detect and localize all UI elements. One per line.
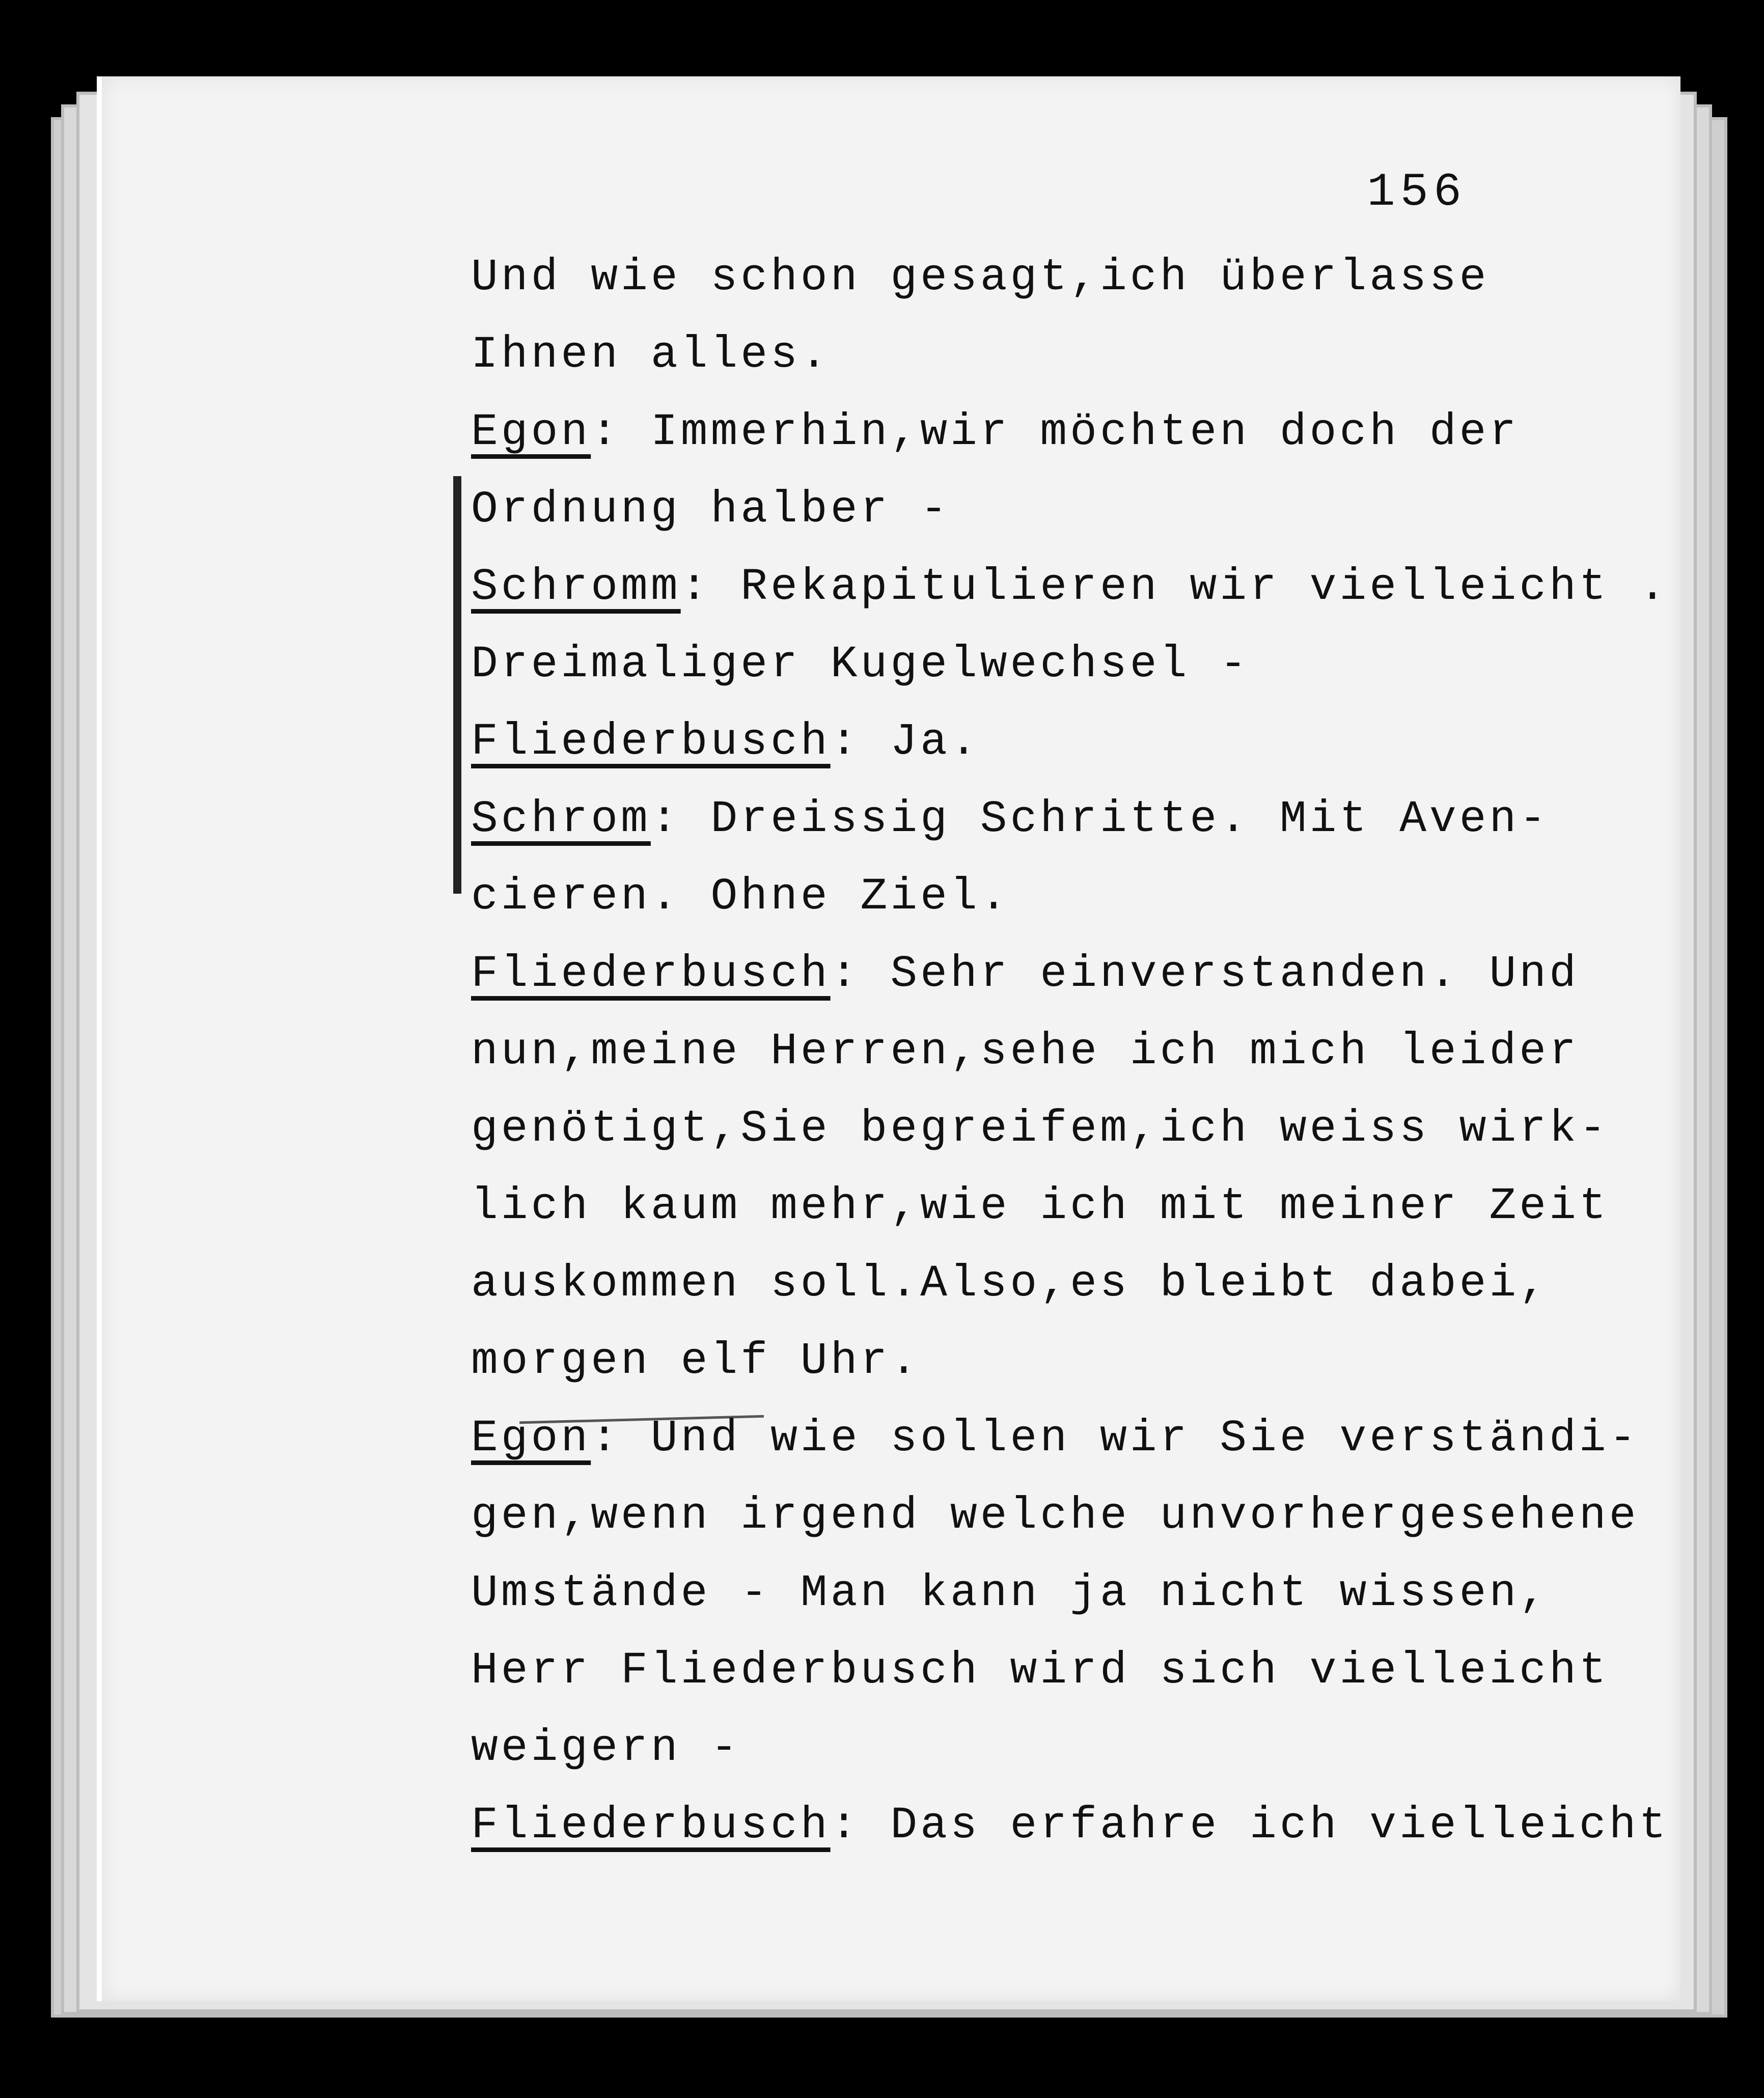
speaker-name: Egon	[471, 407, 591, 458]
text-line	[471, 1246, 1607, 1323]
text-line	[471, 936, 1607, 1013]
speaker-name: Schrom	[471, 794, 651, 845]
line-text: Umstände - Man kann ja nicht wissen,	[471, 1568, 1550, 1619]
line-text: lich kaum mehr,wie ich mit meiner Zeit	[471, 1181, 1609, 1232]
line-text: : Dreissig Schritte. Mit Aven-	[650, 794, 1550, 845]
speaker-name: Egon	[471, 1414, 591, 1464]
line-text: cieren. Ohne Ziel.	[471, 872, 1010, 922]
text-line	[471, 1787, 1669, 1865]
line-text: : Immerhin,wir möchten doch der	[591, 407, 1520, 458]
line-text: Dreimaliger Kugelwechsel -	[471, 640, 1250, 690]
text-line	[471, 1478, 1639, 1555]
text-line	[471, 1400, 1639, 1478]
line-text: : Rekapitulieren wir vielleicht .	[680, 562, 1669, 613]
text-line	[471, 1323, 1607, 1400]
line-text: : Das erfahre ich vielleicht	[830, 1801, 1669, 1851]
text-line	[471, 1633, 1607, 1710]
text-line	[471, 1091, 1607, 1168]
text-line	[471, 1555, 1607, 1633]
speaker-name: Fliederbusch	[471, 717, 831, 767]
speaker-name: Schromm	[471, 562, 681, 613]
margin-pencil-line	[453, 476, 461, 894]
text-line	[471, 781, 1607, 859]
line-text: nun,meine Herren,sehe ich mich leider	[471, 1027, 1579, 1077]
text-line	[471, 239, 1607, 317]
text-line	[471, 1710, 1607, 1787]
line-text: : Und wie sollen wir Sie verständi-	[591, 1414, 1639, 1464]
text-line	[471, 472, 1607, 549]
line-text: weigern -	[471, 1723, 741, 1774]
line-text: : Ja.	[830, 717, 980, 767]
line-text: Und wie schon gesagt,ich überlasse	[471, 253, 1490, 303]
text-line	[471, 1013, 1607, 1091]
line-text: genötigt,Sie begreifem,ich weiss wirk-	[471, 1104, 1609, 1154]
text-line	[471, 394, 1607, 472]
line-text: : Sehr einverstanden. Und	[830, 949, 1579, 1000]
text-line	[471, 704, 1607, 781]
line-text: auskommen soll.Also,es bleibt dabei,	[471, 1259, 1550, 1309]
dialogue-text	[471, 239, 1669, 1865]
line-text: Ordnung halber -	[471, 485, 950, 535]
line-text: gen,wenn irgend welche unvorhergesehene	[471, 1491, 1639, 1541]
text-line	[471, 317, 1607, 394]
text-line	[471, 1168, 1607, 1246]
line-text: Herr Fliederbusch wird sich vielleicht	[471, 1646, 1609, 1696]
page-number: 156	[1367, 165, 1467, 219]
text-line	[471, 549, 1669, 626]
line-text: Ihnen alles.	[471, 330, 831, 380]
speaker-name: Fliederbusch	[471, 949, 831, 1000]
speaker-name: Fliederbusch	[471, 1801, 831, 1851]
text-line	[471, 859, 1607, 936]
line-text: morgen elf Uhr.	[471, 1336, 921, 1387]
text-line	[471, 626, 1607, 704]
